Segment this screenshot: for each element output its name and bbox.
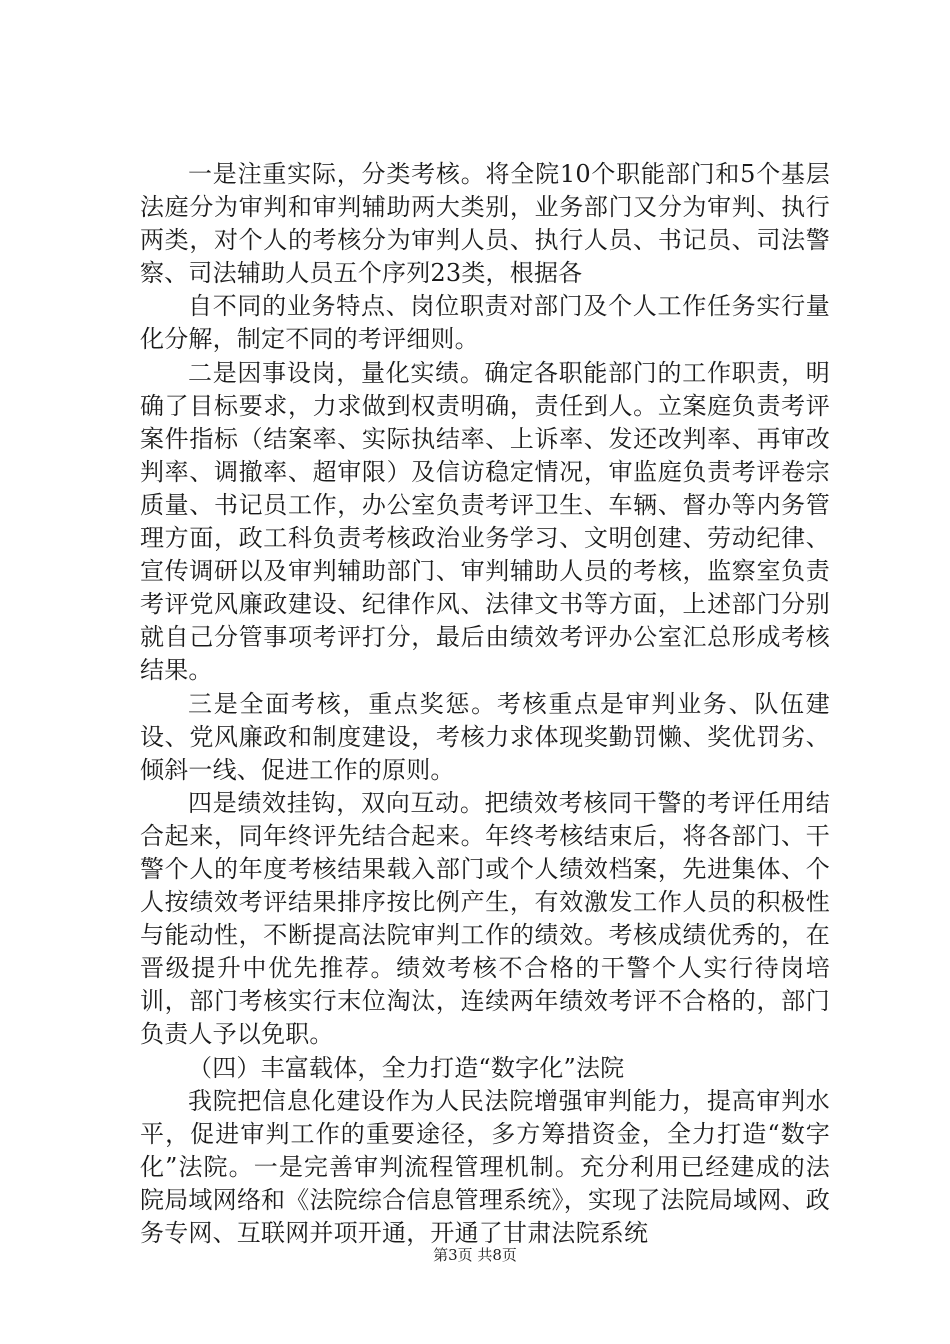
page-footer: 第3页 共8页 <box>433 1246 517 1264</box>
paragraph-5: 四是绩效挂钩，双向互动。把绩效考核同干警的考评任用结合起来，同年终评先结合起来。年终考核结束后，将各部门、干警个人的年度考核结果载入部门或个人绩效档案，先进集体、个人按绩效考评结果排序按比例产生，有效激发工作人员的积极性与能动性，不断提高法院审判工作的绩效。考核成绩优秀的，在晋级提升中优先推荐。绩效考核不合格的干警个人实行待岗培训，部门考核实行末位淘汰，连续两年绩效考评不合格的，部门负责人予以免职。 <box>140 788 830 1049</box>
paragraph-2: 自不同的业务特点、岗位职责对部门及个人工作任务实行量化分解，制定不同的考评细则。 <box>140 292 830 354</box>
paragraph-3: 二是因事设岗，量化实绩。确定各职能部门的工作职责，明确了目标要求，力求做到权责明确，责任到人。立案庭负责考评案件指标（结案率、实际执结率、上诉率、发还改判率、再审改判率、调撤率、超审限）及信访稳定情况，审监庭负责考评卷宗质量、书记员工作，办公室负责考评卫生、车辆、督办等内务管理方面，政工科负责考核政治业务学习、文明创建、劳动纪律、宣传调研以及审判辅助部门、审判辅助人员的考核，监察室负责考评党风廉政建设、纪律作风、法律文书等方面，上述部门分别就自己分管事项考评打分，最后由绩效考评办公室汇总形成考核结果。 <box>140 358 830 685</box>
document-body <box>140 158 830 1250</box>
paragraph-7: 我院把信息化建设作为人民法院增强审判能力，提高审判水平，促进审判工作的重要途径，多方筹措资金，全力打造“数字化”法院。一是完善审判流程管理机制。充分利用已经建成的法院局域网络和《法院综合信息管理系统》，实现了法院局域网、政务专网、互联网并项开通，开通了甘肃法院系统 <box>140 1086 830 1247</box>
section-heading: （四）丰富载体，全力打造“数字化”法院 <box>188 1053 625 1082</box>
paragraph-4: 三是全面考核，重点奖惩。考核重点是审判业务、队伍建设、党风廉政和制度建设，考核力求体现奖勤罚懒、奖优罚劣、倾斜一线、促进工作的原则。 <box>140 689 830 784</box>
paragraph-1: 一是注重实际，分类考核。将全院10个职能部门和5个基层法庭分为审判和审判辅助两大类别，业务部门又分为审判、执行两类，对个人的考核分为审判人员、执行人员、书记员、司法警察、司法辅助人员五个序列23类，根据各 <box>140 160 830 288</box>
